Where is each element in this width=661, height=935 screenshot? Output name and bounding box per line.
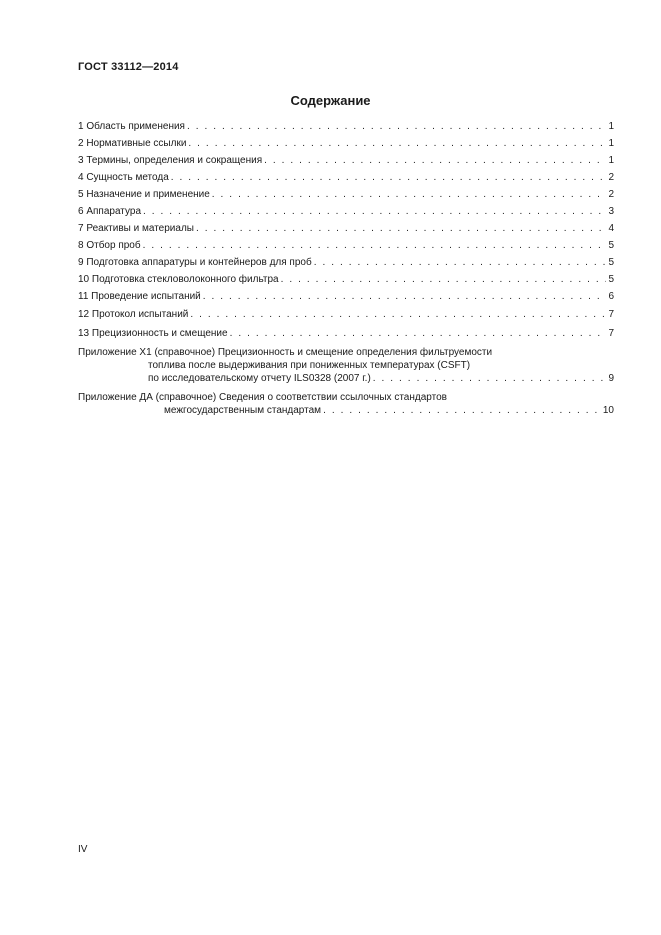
toc-entry — [78, 273, 614, 286]
toc-entry-page: 2 — [608, 172, 614, 183]
leader-dots — [373, 372, 606, 385]
toc-entry-page: 4 — [608, 223, 614, 234]
toc-entry-label: 1 Область применения — [78, 121, 185, 132]
toc-entry-label: 4 Сущность метода — [78, 172, 169, 183]
toc-entry-page: 6 — [608, 291, 614, 302]
toc-entry-page: 1 — [608, 138, 614, 149]
toc-appendix-x1 — [78, 346, 614, 385]
toc-entry-label: 8 Отбор проб — [78, 240, 141, 251]
toc-entry — [78, 256, 614, 269]
toc-entry — [78, 154, 614, 167]
leader-dots — [212, 188, 606, 201]
toc-entry-page: 5 — [608, 274, 614, 285]
toc-entry-page: 7 — [608, 328, 614, 339]
toc-title: Содержание — [290, 93, 371, 108]
toc-entry-page: 5 — [608, 240, 614, 251]
toc-entry-page: 1 — [608, 155, 614, 166]
leader-dots — [143, 205, 606, 218]
leader-dots — [203, 290, 606, 303]
toc-entry-label: 12 Протокол испытаний — [78, 309, 189, 320]
toc-appendix-x1-line3 — [78, 372, 614, 385]
toc-entry-label: 13 Прецизионность и смещение — [78, 328, 228, 339]
toc-entry — [78, 120, 614, 133]
toc-entry — [78, 239, 614, 252]
toc-entry — [78, 137, 614, 150]
page-number: IV — [78, 844, 88, 855]
toc-appendix-da — [78, 391, 614, 417]
toc-appendix-da-line2 — [78, 404, 614, 417]
toc-entry-label: 3 Термины, определения и сокращения — [78, 155, 263, 166]
toc-entry-page: 3 — [608, 206, 614, 217]
toc-entry-label: 6 Аппаратура — [78, 206, 142, 217]
toc-entry — [78, 290, 614, 303]
toc-entry-page: 2 — [608, 189, 614, 200]
toc-entry — [78, 308, 614, 321]
toc-appendix-x1-line2: топлива после выдерживания при пониженных температурах (CSFT) — [148, 360, 471, 371]
table-of-contents — [78, 120, 614, 417]
toc-entry-label: 7 Реактивы и материалы — [78, 223, 194, 234]
toc-appendix-da-page: 10 — [602, 405, 614, 416]
toc-entry-label: 11 Проведение испытаний — [78, 291, 201, 302]
toc-entry — [78, 188, 614, 201]
toc-entry-label: 5 Назначение и применение — [78, 189, 210, 200]
document-code: ГОСТ 33112—2014 — [78, 61, 179, 73]
toc-entry-label: 10 Подготовка стекловолоконного фильтра — [78, 274, 279, 285]
leader-dots — [187, 120, 606, 133]
toc-entry — [78, 327, 614, 340]
leader-dots — [196, 222, 606, 235]
leader-dots — [171, 171, 606, 184]
toc-entry-label: 9 Подготовка аппаратуры и контейнеров для проб — [78, 257, 312, 268]
toc-appendix-x1-page: 9 — [608, 373, 614, 384]
toc-appendix-x1-line1: Приложение Х1 (справочное) Прецизионность и смещение определения фильтруемости — [78, 347, 493, 358]
toc-appendix-x1-line3-text: по исследовательскому отчету ILS0328 (2007 г.) — [148, 373, 371, 384]
leader-dots — [323, 404, 601, 417]
toc-entry — [78, 171, 614, 184]
toc-entry-page: 1 — [608, 121, 614, 132]
toc-entry — [78, 205, 614, 218]
leader-dots — [264, 154, 606, 167]
leader-dots — [314, 256, 606, 269]
toc-items — [78, 120, 614, 340]
toc-entry-page: 7 — [608, 309, 614, 320]
toc-appendix-da-line1: Приложение ДА (справочное) Сведения о соответствии ссылочных стандартов — [78, 392, 447, 403]
leader-dots — [281, 273, 606, 286]
leader-dots — [188, 137, 606, 150]
toc-entry — [78, 222, 614, 235]
toc-appendix-da-line2-text: межгосударственным стандартам — [164, 405, 322, 416]
toc-entry-page: 5 — [608, 257, 614, 268]
leader-dots — [230, 327, 606, 340]
leader-dots — [143, 239, 606, 252]
toc-entry-label: 2 Нормативные ссылки — [78, 138, 187, 149]
leader-dots — [190, 308, 606, 321]
